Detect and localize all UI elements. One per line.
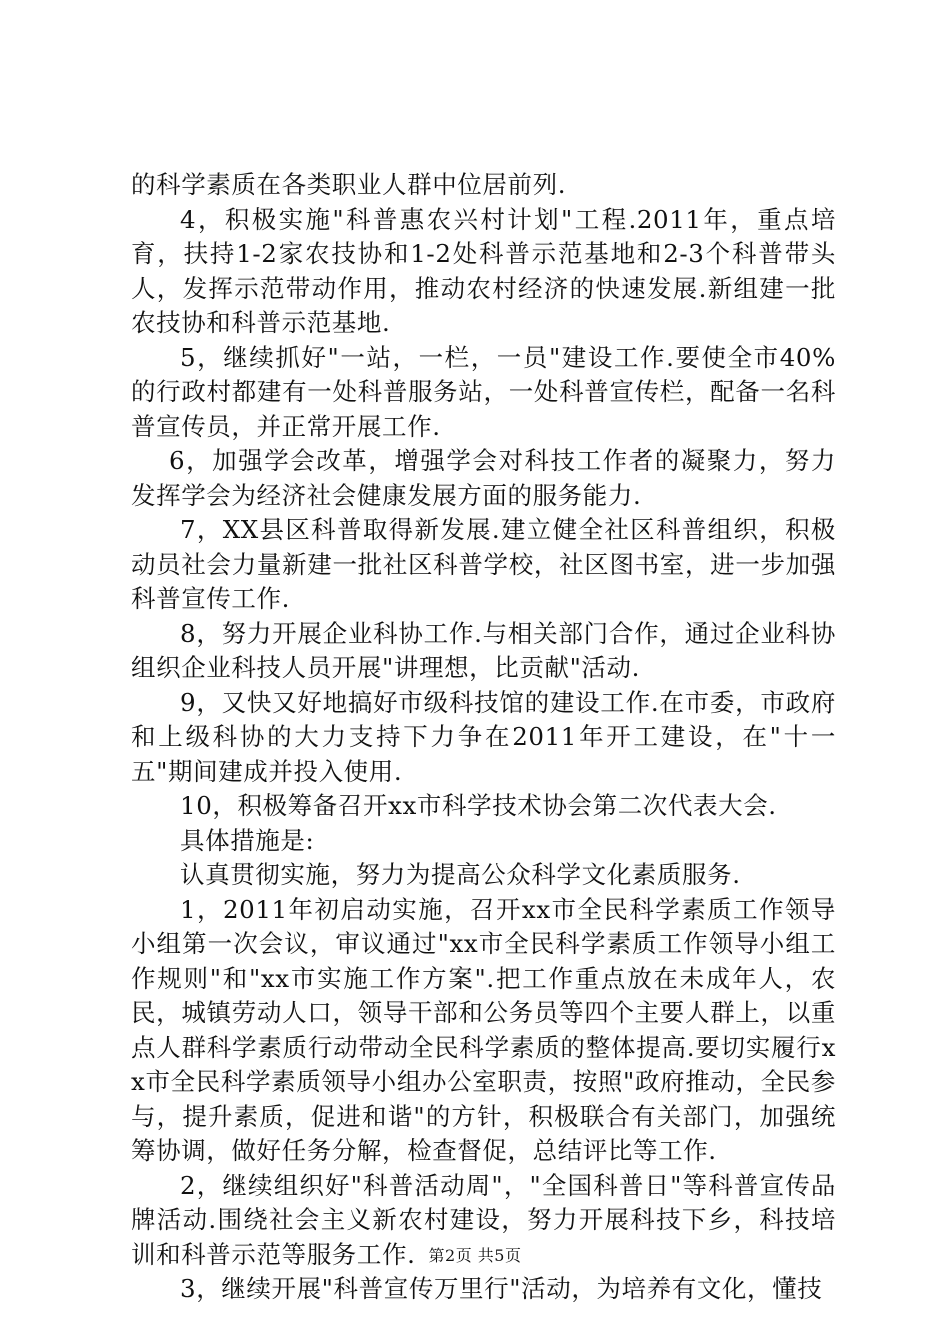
paragraph-measures-intro: 认真贯彻实施，努力为提高公众科学文化素质服务. <box>180 860 741 889</box>
paragraph-item-9: 9，又快又好地搞好市级科技馆的建设工作.在市委，市政府和上级科协的大力支持下力争在2011年开工建设，在"十一五"期间建成并投入使用. <box>131 687 836 786</box>
paragraph-item-4: 4，积极实施"科普惠农兴村计划"工程.2011年，重点培育，扶持1-2家农技协和1-2处科普示范基地和2-3个科普带头人，发挥示范带动作用，推动农村经济的快速发展.新组建一批农技协和科普示范基地. <box>131 204 836 337</box>
page-footer: 第2页 共5页 <box>428 1246 522 1265</box>
paragraph-measure-2: 2，继续组织好"科普活动周"，"全国科普日"等科普宣传品牌活动.围绕社会主义新农村建设，努力开展科技下乡，科技培训和科普示范等服务工作. <box>131 1170 836 1269</box>
paragraph-measures-heading: 具体措施是: <box>180 825 315 855</box>
paragraph-item-5: 5，继续抓好"一站，一栏，一员"建设工作.要使全市40%的行政村都建有一处科普服务站，一处科普宣传栏，配备一名科普宣传员，并正常开展工作. <box>131 342 836 441</box>
paragraph-continuation: 的科学素质在各类职业人群中位居前列. <box>131 170 567 199</box>
paragraph-measure-1: 1，2011年初启动实施，召开xx市全民科学素质工作领导小组第一次会议，审议通过"xx市全民科学素质工作领导小组工作规则"和"xx市实施工作方案".把工作重点放在未成年人，农民，城镇劳动人口，领导干部和公务员等四个主要人群上，以重点人群科学素质行动带动全民科学素质的整体提高.要切实履行xx市全民科学素质领导小组办公室职责，按照"政府推动，全民参与，提升素质，促进和谐"的方针，积极联合有关部门，加强统筹协调，做好任务分解，检查督促，总结评比等工作. <box>131 894 836 1165</box>
paragraph-item-10: 10，积极筹备召开xx市科学技术协会第二次代表大会. <box>180 791 777 820</box>
paragraph-item-8: 8，努力开展企业科协工作.与相关部门合作，通过企业科协组织企业科技人员开展"讲理想，比贡献"活动. <box>131 618 836 682</box>
document-body <box>131 168 836 1307</box>
paragraph-item-7: 7，XX县区科普取得新发展.建立健全社区科普组织，积极动员社会力量新建一批社区科普学校，社区图书室，进一步加强科普宣传工作. <box>131 515 836 613</box>
paragraph-measure-3: 3，继续开展"科普宣传万里行"活动，为培养有文化，懂技 <box>180 1274 823 1303</box>
paragraph-item-6: 6，加强学会改革，增强学会对科技工作者的凝聚力，努力发挥学会为经济社会健康发展方面的服务能力. <box>131 446 836 510</box>
